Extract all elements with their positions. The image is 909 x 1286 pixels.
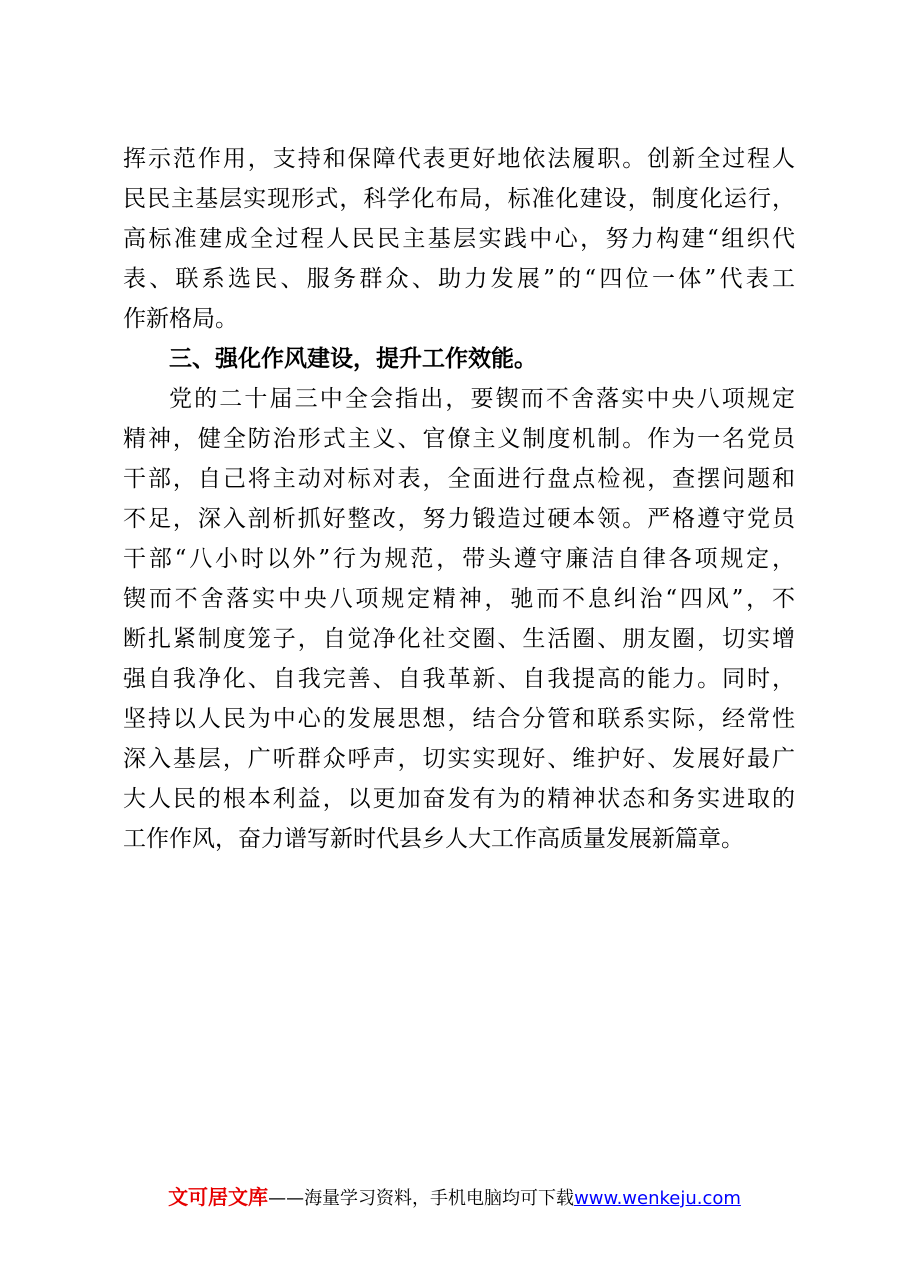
paragraph-line: 深入基层，广听群众呼声，切实实现好、维护好、发展好最广 bbox=[123, 746, 795, 772]
paragraph-line: 断扎紧制度笼子，自觉净化社交圈、生活圈、朋友圈，切实增 bbox=[123, 626, 795, 652]
paragraph-line: 高标准建成全过程人民民主基层实践中心，努力构建“组织代 bbox=[123, 226, 795, 252]
paragraph-line: 党的二十届三中全会指出，要锲而不舍落实中央八项规定 bbox=[169, 386, 795, 412]
paragraph-line: 精神，健全防治形式主义、官僚主义制度机制。作为一名党员 bbox=[123, 426, 795, 452]
paragraph-line: 挥示范作用，支持和保障代表更好地依法履职。创新全过程人 bbox=[123, 146, 795, 172]
paragraph-line: 表、联系选民、服务群众、助力发展”的“四位一体”代表工 bbox=[123, 266, 795, 292]
footer-link[interactable]: www.wenkeju.com bbox=[574, 1188, 741, 1209]
footer-brand: 文可居文库 bbox=[168, 1185, 269, 1209]
paragraph-line: 坚持以人民为中心的发展思想，结合分管和联系实际，经常性 bbox=[123, 706, 795, 732]
paragraph-line: 作新格局。 bbox=[123, 306, 238, 332]
paragraph-line: 干部，自己将主动对标对表，全面进行盘点检视，查摆问题和 bbox=[123, 466, 795, 492]
paragraph-line: 大人民的根本利益，以更加奋发有为的精神状态和务实进取的 bbox=[123, 786, 795, 812]
paragraph-line: 锲而不舍落实中央八项规定精神，驰而不息纠治“四风”，不 bbox=[123, 586, 795, 612]
section-heading: 三、强化作风建设，提升工作效能。 bbox=[169, 346, 537, 372]
paragraph-line: 工作作风，奋力谱写新时代县乡人大工作高质量发展新篇章。 bbox=[123, 826, 744, 852]
paragraph-line: 民民主基层实现形式，科学化布局，标准化建设，制度化运行， bbox=[123, 186, 795, 212]
footer-dash: —— bbox=[268, 1188, 305, 1209]
footer bbox=[0, 1182, 909, 1212]
paragraph-line: 强自我净化、自我完善、自我革新、自我提高的能力。同时， bbox=[123, 666, 795, 692]
paragraph-line: 不足，深入剖析抓好整改，努力锻造过硬本领。严格遵守党员 bbox=[123, 506, 795, 532]
paragraph-line: 干部“八小时以外”行为规范，带头遵守廉洁自律各项规定， bbox=[123, 546, 795, 572]
footer-tagline: 海量学习资料，手机电脑均可下载 bbox=[304, 1188, 575, 1209]
